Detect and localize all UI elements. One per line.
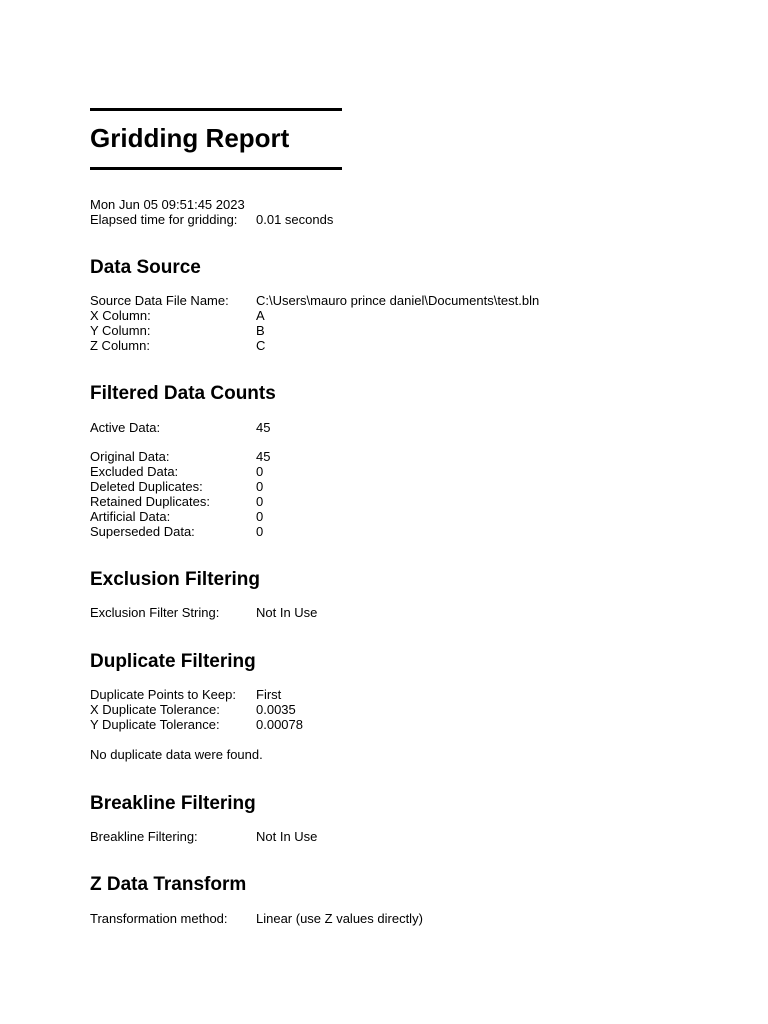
exclusion-filter-value: Not In Use [256, 605, 318, 620]
x-column-value: A [256, 308, 265, 323]
title-bottom-rule [90, 167, 342, 170]
report-meta [90, 197, 730, 227]
transformation-method-value: Linear (use Z values directly) [256, 911, 423, 926]
active-data-value: 45 [256, 420, 271, 435]
source-file-value: C:\Users\mauro prince daniel\Documents\test.bln [256, 293, 540, 308]
deleted-duplicates-value: 0 [256, 479, 264, 494]
x-tolerance-row [90, 702, 730, 717]
retained-duplicates-value: 0 [256, 494, 264, 509]
original-data-label: Original Data: [90, 449, 170, 464]
z-column-value: C [256, 338, 266, 353]
duplicate-keep-label: Duplicate Points to Keep: [90, 687, 236, 702]
exclusion-filter-row [90, 605, 730, 620]
report-timestamp-row [90, 197, 730, 212]
data-source-heading: Data Source [90, 257, 201, 278]
filtered-counts-heading: Filtered Data Counts [90, 383, 276, 404]
retained-duplicates-row [90, 494, 730, 509]
y-column-value: B [256, 323, 265, 338]
artificial-data-label: Artificial Data: [90, 509, 171, 524]
breakline-filtering-heading: Breakline Filtering [90, 793, 256, 814]
y-column-row [90, 323, 730, 338]
original-data-value: 45 [256, 449, 271, 464]
elapsed-time-value: 0.01 seconds [256, 212, 334, 227]
excluded-data-row [90, 464, 730, 479]
source-file-row [90, 293, 730, 308]
elapsed-time-label: Elapsed time for gridding: [90, 212, 238, 227]
original-data-row [90, 449, 730, 464]
source-file-label: Source Data File Name: [90, 293, 229, 308]
breakline-value: Not In Use [256, 829, 318, 844]
exclusion-filter-label: Exclusion Filter String: [90, 605, 220, 620]
breakline-label: Breakline Filtering: [90, 829, 198, 844]
excluded-data-label: Excluded Data: [90, 464, 179, 479]
active-data-label: Active Data: [90, 420, 161, 435]
transformation-method-row [90, 911, 730, 926]
superseded-data-value: 0 [256, 524, 264, 539]
duplicate-note: No duplicate data were found. [90, 747, 263, 762]
superseded-data-label: Superseded Data: [90, 524, 195, 539]
deleted-duplicates-row [90, 479, 730, 494]
artificial-data-row [90, 509, 730, 524]
x-column-label: X Column: [90, 308, 151, 323]
x-tolerance-label: X Duplicate Tolerance: [90, 702, 220, 717]
x-tolerance-value: 0.0035 [256, 702, 296, 717]
duplicate-filtering-heading: Duplicate Filtering [90, 651, 256, 672]
z-transform-table [90, 911, 730, 926]
duplicate-filtering-table [90, 687, 730, 732]
superseded-data-row [90, 524, 730, 539]
y-tolerance-label: Y Duplicate Tolerance: [90, 717, 220, 732]
z-transform-heading: Z Data Transform [90, 874, 247, 895]
artificial-data-value: 0 [256, 509, 264, 524]
y-tolerance-row [90, 717, 730, 732]
excluded-data-value: 0 [256, 464, 264, 479]
duplicate-keep-value: First [256, 687, 282, 702]
deleted-duplicates-label: Deleted Duplicates: [90, 479, 203, 494]
breakline-filtering-table [90, 829, 730, 844]
data-source-table [90, 293, 730, 353]
breakline-row [90, 829, 730, 844]
x-column-row [90, 308, 730, 323]
active-data-row [90, 420, 730, 435]
report-title: Gridding Report [90, 123, 290, 153]
transformation-method-label: Transformation method: [90, 911, 228, 926]
filtered-counts-table [90, 420, 730, 539]
z-column-row [90, 338, 730, 353]
y-column-label: Y Column: [90, 323, 151, 338]
duplicate-keep-row [90, 687, 730, 702]
y-tolerance-value: 0.00078 [256, 717, 303, 732]
retained-duplicates-label: Retained Duplicates: [90, 494, 210, 509]
z-column-label: Z Column: [90, 338, 150, 353]
report-timestamp: Mon Jun 05 09:51:45 2023 [90, 197, 245, 212]
elapsed-time-row [90, 212, 730, 227]
exclusion-filtering-heading: Exclusion Filtering [90, 569, 260, 590]
spacer [90, 435, 730, 449]
title-top-rule [90, 108, 342, 111]
exclusion-filtering-table [90, 605, 730, 620]
